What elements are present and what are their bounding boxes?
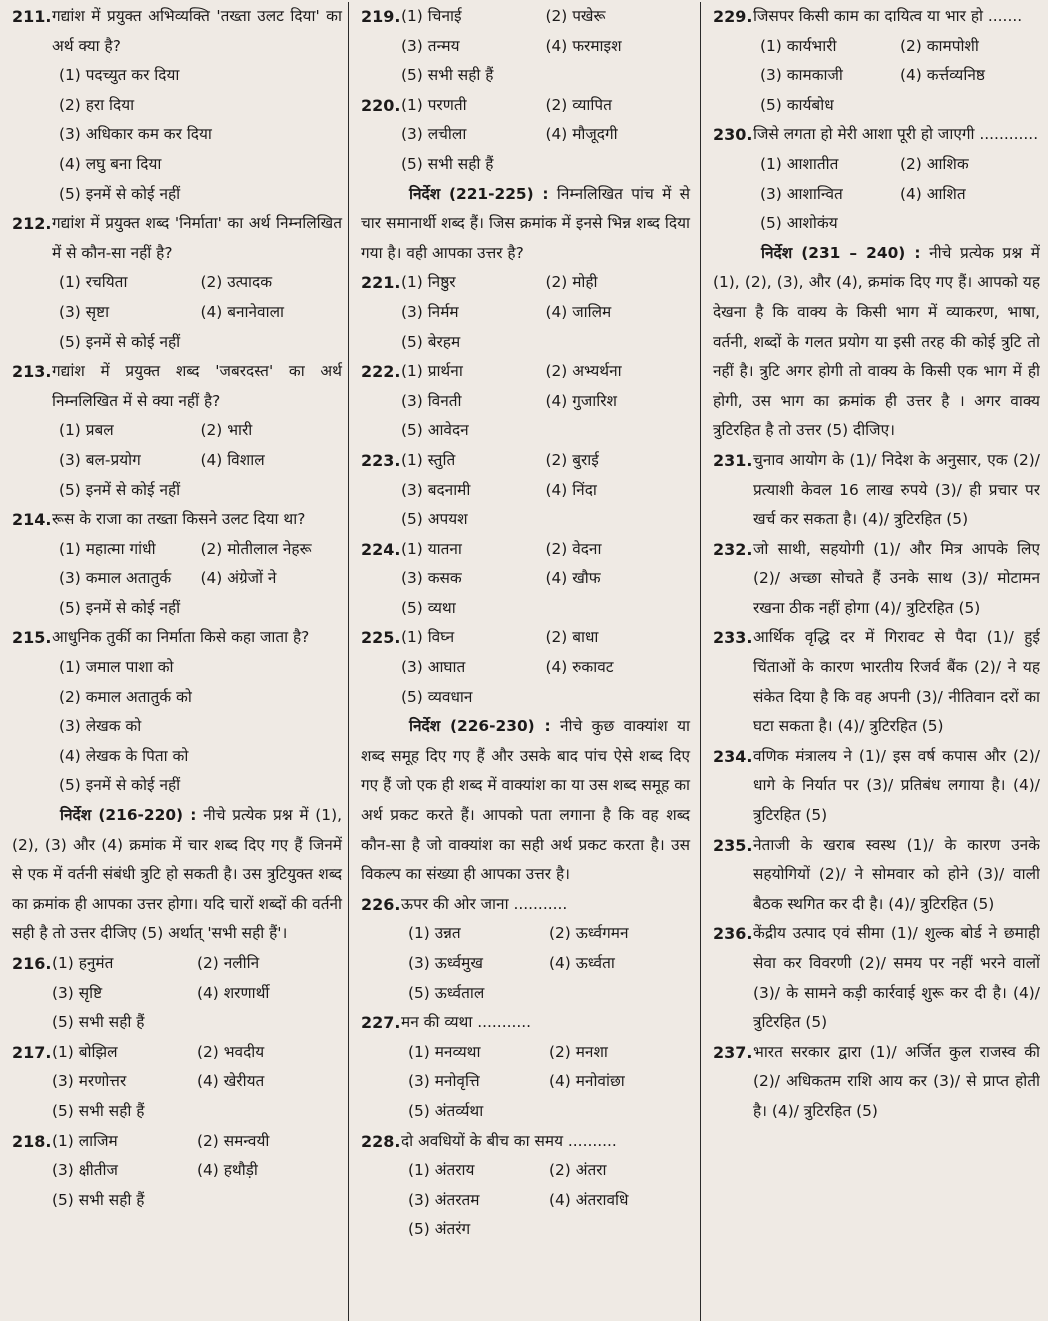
option: (5) अंतर्व्यथा — [408, 1101, 484, 1120]
question-231 — [713, 446, 1040, 535]
question-number: 232. — [713, 539, 753, 559]
question-number: 231. — [713, 450, 753, 470]
directions-heading: निर्देश (216-220) : — [60, 806, 197, 825]
option: (4) रुकावट — [545, 658, 614, 677]
question-number: 219. — [361, 7, 401, 26]
question-number: 223. — [361, 450, 401, 470]
option: (5) इनमें से कोई नहीं — [59, 332, 181, 351]
option: (3) सृष्टा — [59, 302, 110, 321]
option: (4) खौफ — [545, 569, 601, 588]
directions-text: नीचे प्रत्येक प्रश्न में (1), (2), (3), और (4), क्रमांक दिए गए हैं। आपको यह देखना है कि वाक्य के किसी भाग में व्याकरण, भाषा, वर्तनी, शब्दों के गलत प्रयोग या इसी तरह की कोई त्रुटि तो नहीं है। त्रुटि अगर होगी तो वाक्य के किसी एक भाग में ही होगी, उस भाग का क्रमांक ही उत्तर है । अगर वाक्य त्रुटिरहित है तो उत्तर (5) दीजिए। — [713, 243, 1040, 440]
options-227 — [361, 1038, 690, 1127]
option: (2) भवदीय — [197, 1042, 265, 1061]
option: (1) पदच्युत कर दिया — [59, 66, 180, 85]
option: (3) आघात — [401, 658, 466, 677]
directions-text: निम्नलिखित पांच में से चार समानार्थी शब्द हैं। जिस क्रमांक में इनसे भिन्न शब्द दिया गया है। वही आपका उत्तर है? — [361, 184, 690, 262]
option: (3) मनोवृत्ति — [408, 1072, 480, 1091]
option: (4) मौजूदगी — [545, 125, 618, 144]
question-217 — [12, 1038, 342, 1127]
option: (3) मरणोत्तर — [52, 1072, 127, 1091]
option: (2) नलीनि — [197, 954, 260, 972]
question-233 — [713, 623, 1040, 741]
column-1 — [12, 2, 348, 1321]
option: (1) महात्मा गांधी — [59, 539, 156, 558]
option: (4) ऊर्ध्वता — [549, 954, 615, 972]
option: (3) क्षीतीज — [52, 1161, 118, 1180]
column-2 — [348, 2, 700, 1321]
option: (1) निष्ठुर — [401, 273, 456, 292]
question-236 — [713, 919, 1040, 1037]
option: (1) रचयिता — [59, 273, 128, 292]
option: (3) सृष्टि — [52, 983, 103, 1002]
question-number: 222. — [361, 362, 401, 382]
option: (2) बुराई — [545, 450, 599, 469]
question-number: 220. — [361, 95, 401, 115]
option: (1) लाजिम — [52, 1131, 118, 1150]
question-text: गद्यांश में प्रयुक्त शब्द 'जबरदस्त' का अर्थ निम्नलिखित में से क्या नहीं है? — [52, 362, 342, 410]
option: (2) पखेरू — [545, 7, 606, 25]
question-text: आधुनिक तुर्की का निर्माता किसे कहा जाता है? — [52, 628, 310, 647]
question-number: 230. — [713, 125, 753, 145]
option: (5) सभी सही हैं — [401, 154, 494, 173]
option: (1) आशातीत — [760, 154, 839, 173]
question-text: जिसे लगता हो मेरी आशा पूरी हो जाएगी ............ — [753, 125, 1039, 144]
option: (1) परणती — [401, 95, 467, 114]
option: (5) व्यवधान — [401, 687, 473, 706]
option: (2) हरा दिया — [59, 95, 135, 114]
question-219 — [361, 2, 690, 91]
option: (1) प्रबल — [59, 421, 114, 440]
option: (1) कार्यभारी — [760, 36, 837, 55]
options-224 — [401, 535, 690, 624]
option: (2) बाधा — [545, 628, 599, 647]
option: (2) मोतीलाल नेहरू — [200, 539, 312, 558]
question-232 — [713, 535, 1040, 624]
question-215 — [12, 623, 342, 653]
option: (4) अंतरावधि — [549, 1190, 629, 1209]
option: (5) इनमें से कोई नहीं — [59, 184, 181, 203]
option: (4) जालिम — [545, 302, 612, 321]
question-213 — [12, 357, 342, 416]
question-text: केंद्रीय उत्पाद एवं सीमा (1)/ शुल्क बोर्ड ने छमाही सेवा कर विवरणी (2)/ समय पर नहीं भरने वालों (3)/ के सामने कड़ी कार्रवाई शुरू कर दी है। (4)/ त्रुटिरहित (5) — [753, 924, 1040, 1032]
question-number: 234. — [713, 746, 753, 766]
question-number: 211. — [12, 7, 52, 26]
option: (5) इनमें से कोई नहीं — [59, 480, 181, 499]
option: (4) बनानेवाला — [200, 302, 285, 321]
question-number: 235. — [713, 835, 753, 855]
option: (2) समन्वयी — [197, 1131, 270, 1150]
options-221 — [401, 268, 690, 357]
option: (4) शरणार्थी — [197, 983, 270, 1002]
options-226 — [361, 919, 690, 1008]
question-224 — [361, 535, 690, 624]
question-text: वणिक मंत्रालय ने (1)/ इस वर्ष कपास और (2)/ धागे के निर्यात पर (3)/ प्रतिबंध लगाया है। (4)/ त्रुटिरहित (5) — [753, 746, 1040, 825]
options-218 — [52, 1127, 342, 1216]
question-text: रूस के राजा का तख्ता किसने उलट दिया था? — [52, 510, 306, 529]
question-225 — [361, 623, 690, 712]
options-211 — [12, 61, 342, 209]
question-235 — [713, 831, 1040, 920]
option: (5) सभी सही हैं — [52, 1190, 145, 1209]
options-214 — [12, 535, 342, 624]
option: (4) फरमाइश — [545, 36, 622, 55]
option: (2) भारी — [200, 421, 253, 440]
question-237 — [713, 1038, 1040, 1127]
directions-heading: निर्देश (221-225) : — [409, 184, 549, 203]
question-218 — [12, 1127, 342, 1216]
option: (3) अधिकार कम कर दिया — [59, 125, 212, 144]
question-text: भारत सरकार द्वारा (1)/ अर्जित कुल राजस्व की (2)/ अधिकतम राशि आय कर (3)/ से प्राप्त होती है। (4)/ त्रुटिरहित (5) — [753, 1042, 1040, 1120]
option: (2) व्यापित — [545, 95, 612, 114]
option: (5) अपयश — [401, 510, 468, 529]
question-216 — [12, 949, 342, 1038]
question-number: 237. — [713, 1042, 753, 1062]
question-number: 221. — [361, 273, 401, 293]
question-226 — [361, 890, 690, 920]
question-221 — [361, 268, 690, 357]
option: (5) सभी सही हैं — [401, 66, 494, 85]
options-212 — [12, 268, 342, 357]
option: (2) अभ्यर्थना — [545, 362, 622, 381]
options-220 — [401, 91, 690, 180]
option: (3) बदनामी — [401, 480, 471, 499]
option: (4) लघु बना दिया — [59, 154, 162, 173]
option: (5) कार्यबोध — [760, 95, 834, 114]
option: (4) मनोवांछा — [549, 1072, 625, 1091]
option: (1) उन्नत — [408, 924, 461, 943]
option: (1) जमाल पाशा को — [59, 658, 174, 677]
option: (5) अंतरंग — [408, 1220, 471, 1239]
option: (4) खेरीयत — [197, 1072, 265, 1091]
question-number: 213. — [12, 362, 52, 382]
option: (1) यातना — [401, 539, 462, 558]
question-text: गद्यांश में प्रयुक्त अभिव्यक्ति 'तख्ता उलट दिया' का अर्थ क्या है? — [52, 7, 342, 55]
question-text: जो साथी, सहयोगी (1)/ और मित्र आपके लिए (2)/ अच्छा सोचते हैं उनके साथ (3)/ मोटामन रखना ठीक नहीं होगा (4)/ त्रुटिरहित (5) — [753, 539, 1040, 617]
question-228 — [361, 1127, 690, 1157]
option: (4) हथौड़ी — [197, 1161, 258, 1180]
question-text: जिसपर किसी काम का दायित्व या भार हो ....... — [753, 7, 1023, 25]
question-number: 236. — [713, 924, 753, 944]
question-222 — [361, 357, 690, 446]
question-number: 233. — [713, 628, 753, 648]
option: (3) तन्मय — [401, 36, 460, 55]
option: (5) आवेदन — [401, 421, 469, 440]
options-228 — [361, 1156, 690, 1245]
options-229 — [713, 32, 1040, 121]
directions-231-240 — [713, 239, 1040, 446]
option: (2) वेदना — [545, 539, 602, 558]
option: (2) कमाल अतातुर्क को — [59, 687, 192, 706]
question-number: 216. — [12, 954, 52, 973]
option: (3) निर्मम — [401, 302, 459, 321]
option: (2) उत्पादक — [200, 273, 273, 292]
options-225 — [401, 623, 690, 712]
question-number: 224. — [361, 539, 401, 559]
option: (1) चिनाई — [401, 7, 462, 25]
option: (3) बल-प्रयोग — [59, 450, 141, 469]
question-234 — [713, 742, 1040, 831]
option: (3) कमाल अतातुर्क — [59, 569, 172, 588]
directions-216-220 — [12, 801, 342, 949]
question-230 — [713, 120, 1040, 150]
question-text: नेताजी के खराब स्वस्थ (1)/ के कारण उनके सहयोगियों (2)/ ने सोमवार को होने (3)/ वाली बैठक स्थगित कर दी है। (4)/ त्रुटिरहित (5) — [753, 835, 1040, 913]
question-text: चुनाव आयोग के (1)/ निदेश के अनुसार, एक (2)/ प्रत्याशी केवल 16 लाख रुपये (3)/ ही प्रचार पर खर्च कर सकता है। (4)/ त्रुटिरहित (5) — [753, 450, 1040, 529]
option: (3) लचीला — [401, 125, 467, 144]
option: (1) हनुमंत — [52, 954, 114, 972]
directions-text: नीचे कुछ वाक्यांश या शब्द समूह दिए गए हैं और उसके बाद पांच ऐसे शब्द दिए गए हैं जो एक ही शब्द में वाक्यांश का या उस शब्द समूह का अर्थ प्रकट करते हैं। आपको पता लगाना है कि वह शब्द कौन-सा है जो वाक्यांश का सही अर्थ प्रकट करता है। उस विकल्प का संख्या ही आपका उत्तर है। — [361, 717, 690, 884]
option: (3) ऊर्ध्वमुख — [408, 954, 483, 972]
directions-226-230 — [361, 712, 690, 890]
question-number: 217. — [12, 1042, 52, 1062]
directions-heading: निर्देश (226-230) : — [409, 717, 551, 736]
directions-heading: निर्देश (231 – 240) : — [761, 243, 921, 262]
question-214 — [12, 505, 342, 535]
option: (5) आशोकंय — [760, 214, 838, 233]
question-text: ऊपर की ओर जाना ........... — [401, 894, 568, 913]
option: (4) कर्त्तव्यनिष्ठ — [900, 66, 985, 85]
options-223 — [401, 446, 690, 535]
option: (5) बेरहम — [401, 332, 461, 351]
question-number: 227. — [361, 1013, 401, 1033]
question-text: मन की व्यथा ........... — [401, 1013, 532, 1032]
option: (5) सभी सही हैं — [52, 1013, 145, 1032]
directions-text: नीचे प्रत्येक प्रश्न में (1), (2), (3) और (4) क्रमांक में चार शब्द दिए गए हैं जिनमें से एक में वर्तनी संबंधी त्रुटि हो सकती है। उस त्रुटियुक्त शब्द का क्रमांक ही आपका उत्तर होगा। यदि चारों शब्दों की वर्तनी सही है तो उत्तर दीजिए (5) अर्थात् 'सभी सही हैं'। — [12, 806, 342, 943]
option: (4) निंदा — [545, 480, 597, 499]
option: (5) सभी सही हैं — [52, 1101, 145, 1120]
question-number: 215. — [12, 628, 52, 648]
question-212 — [12, 209, 342, 268]
options-215 — [12, 653, 342, 801]
option: (3) अंतरतम — [408, 1190, 480, 1209]
option: (5) इनमें से कोई नहीं — [59, 598, 181, 617]
options-216 — [52, 949, 342, 1038]
question-text: गद्यांश में प्रयुक्त शब्द 'निर्माता' का अर्थ निम्नलिखित में से कौन-सा नहीं है? — [52, 214, 342, 262]
option: (2) मनशा — [549, 1042, 608, 1061]
option: (4) आशित — [900, 184, 966, 203]
option: (2) कामपोशी — [900, 36, 979, 55]
option: (1) विघ्न — [401, 628, 455, 647]
option: (1) मनव्यथा — [408, 1042, 481, 1061]
options-230 — [713, 150, 1040, 239]
question-227 — [361, 1008, 690, 1038]
question-number: 225. — [361, 628, 401, 648]
question-220 — [361, 91, 690, 180]
option: (3) आशान्वित — [760, 184, 843, 203]
option: (1) स्तुति — [401, 450, 456, 469]
options-213 — [12, 416, 342, 505]
option: (1) प्रार्थना — [401, 362, 463, 381]
option: (4) अंग्रेजों ने — [200, 569, 277, 588]
option: (3) विनती — [401, 391, 462, 410]
question-229 — [713, 2, 1040, 32]
question-number: 218. — [12, 1131, 52, 1151]
option: (5) ऊर्ध्वताल — [408, 983, 485, 1002]
option: (3) कसक — [401, 569, 462, 588]
directions-221-225 — [361, 180, 690, 269]
question-number: 212. — [12, 214, 52, 234]
option: (1) अंतराय — [408, 1161, 475, 1180]
option: (2) मोही — [545, 273, 598, 292]
option: (2) अंतरा — [549, 1161, 607, 1180]
option: (4) गुजारिश — [545, 391, 618, 410]
option: (3) लेखक को — [59, 717, 142, 736]
column-3 — [700, 2, 1040, 1321]
option: (4) लेखक के पिता को — [59, 746, 189, 765]
options-222 — [401, 357, 690, 446]
options-219 — [401, 2, 690, 91]
question-number: 229. — [713, 7, 753, 26]
question-223 — [361, 446, 690, 535]
question-number: 226. — [361, 894, 401, 914]
question-number: 214. — [12, 510, 52, 530]
options-217 — [52, 1038, 342, 1127]
option: (3) कामकाजी — [760, 66, 843, 85]
option: (4) विशाल — [200, 450, 265, 469]
question-211 — [12, 2, 342, 61]
option: (2) ऊर्ध्वगमन — [549, 924, 629, 943]
question-text: आर्थिक वृद्धि दर में गिरावट से पैदा (1)/ हुई चिंताओं के कारण भारतीय रिजर्व बैंक (2)/ ने यह संकेत दिया है कि वह अपनी (3)/ नीतिवान दरों का घटा सकता है। (4)/ त्रुटिरहित (5) — [753, 628, 1040, 736]
option: (5) व्यथा — [401, 598, 456, 617]
question-text: दो अवधियों के बीच का समय .......... — [401, 1131, 617, 1150]
option: (2) आशिक — [900, 154, 969, 173]
question-number: 228. — [361, 1131, 401, 1151]
option: (5) इनमें से कोई नहीं — [59, 776, 181, 795]
option: (1) बोझिल — [52, 1042, 118, 1061]
